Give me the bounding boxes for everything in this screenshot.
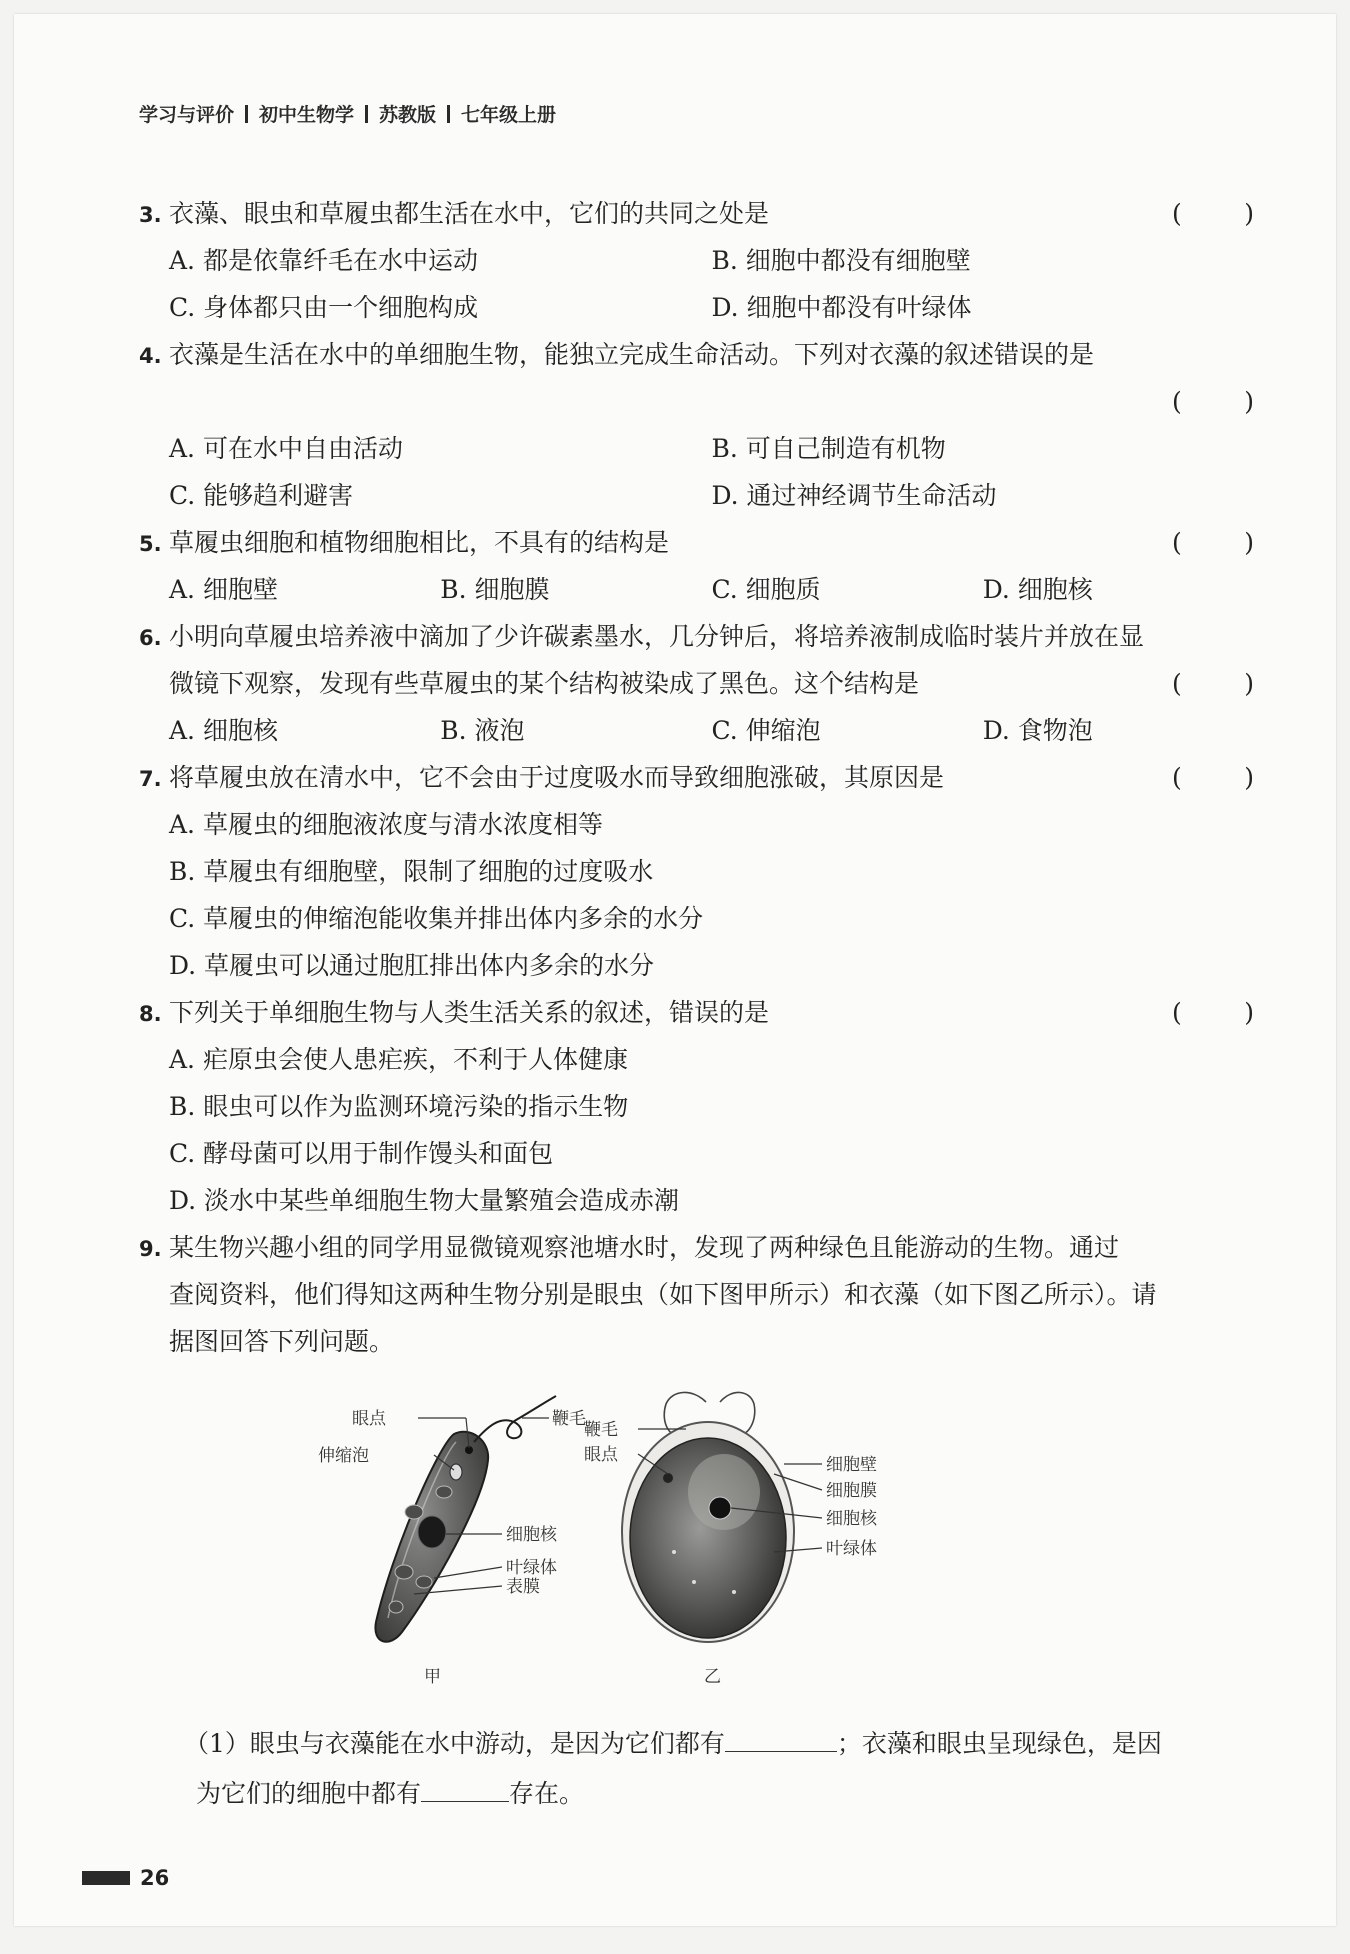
question-7-stem <box>139 754 1254 801</box>
label-flagellum: 鞭毛 <box>552 1409 586 1429</box>
label-cell-membrane: 细胞膜 <box>826 1481 877 1501</box>
option-a: A. 细胞壁 <box>169 575 278 604</box>
option-d: D. 草履虫可以通过胞肛排出体内多余的水分 <box>169 951 655 980</box>
header-series: 学习与评价 <box>139 104 235 126</box>
option-row <box>139 425 1254 472</box>
question-number: 9. <box>139 1237 162 1261</box>
euglena-illustration <box>318 1396 586 1687</box>
option-c: C. 酵母菌可以用于制作馒头和面包 <box>169 1139 554 1168</box>
sub-question-text: ；衣藻和眼虫呈现绿色，是因 <box>836 1729 1162 1758</box>
answer-blank-2[interactable] <box>421 1779 509 1802</box>
header-subject: 初中生物学 <box>259 104 355 126</box>
question-6-continuation <box>139 660 1254 707</box>
question-4-stem <box>139 331 1254 378</box>
option-c: C. 伸缩泡 <box>711 716 821 745</box>
header-separator <box>447 105 450 123</box>
option-c: C. 草履虫的伸缩泡能收集并排出体内多余的水分 <box>169 904 704 933</box>
label-chloroplast: 叶绿体 <box>506 1558 557 1578</box>
option-a: A. 疟原虫会使人患疟疾，不利于人体健康 <box>169 1045 628 1074</box>
question-number: 8. <box>139 1002 162 1026</box>
answer-bracket-line <box>139 378 1254 425</box>
sub-question-text: （1）眼虫与衣藻能在水中游动，是因为它们都有 <box>184 1729 725 1758</box>
question-text: 衣藻、眼虫和草履虫都生活在水中，它们的共同之处是 <box>169 199 770 228</box>
running-header <box>139 100 556 127</box>
option-c: C. 身体都只由一个细胞构成 <box>169 293 479 322</box>
label-contractile-vacuole: 伸缩泡 <box>318 1446 369 1466</box>
euglena-flagellum <box>474 1396 556 1442</box>
option-row <box>139 707 1254 754</box>
option-d: D. 食物泡 <box>982 716 1093 745</box>
question-text: 将草履虫放在清水中，它不会由于过度吸水而导致细胞涨破，其原因是 <box>169 763 945 792</box>
header-separator <box>365 105 368 123</box>
answer-bracket[interactable]: ( ) <box>1172 387 1254 416</box>
label-cell-wall: 细胞壁 <box>826 1455 877 1475</box>
question-number: 3. <box>139 203 162 227</box>
option-c: C. 细胞质 <box>711 575 821 604</box>
organism-figure <box>318 1382 1054 1687</box>
footer-bar <box>82 1871 130 1885</box>
label-nucleus: 细胞核 <box>506 1525 557 1545</box>
page-footer <box>82 1866 169 1890</box>
question-6-stem <box>139 613 1254 660</box>
option-b: B. 眼虫可以作为监测环境污染的指示生物 <box>169 1092 629 1121</box>
label-eyespot: 眼点 <box>352 1409 386 1429</box>
figure-drawing <box>318 1382 1054 1687</box>
option-row <box>139 472 1254 519</box>
option-d: D. 细胞核 <box>982 575 1093 604</box>
question-text: 下列关于单细胞生物与人类生活关系的叙述，错误的是 <box>169 998 770 1027</box>
caption-jia: 甲 <box>424 1667 441 1687</box>
option-a: A. 细胞核 <box>169 716 278 745</box>
question-9-continuation: 查阅资料，他们得知这两种生物分别是眼虫（如下图甲所示）和衣藻（如下图乙所示）。请 <box>169 1280 1157 1309</box>
label-chloroplast-2: 叶绿体 <box>826 1539 877 1559</box>
header-grade: 七年级上册 <box>461 104 557 126</box>
option-d: D. 通过神经调节生命活动 <box>711 481 997 510</box>
label-flagellum-2: 鞭毛 <box>584 1420 618 1440</box>
sub-question-text: 存在。 <box>509 1779 585 1808</box>
caption-yi: 乙 <box>704 1667 721 1687</box>
question-3-stem <box>139 190 1254 237</box>
sub-question-1 <box>184 1719 1254 1819</box>
sub-question-text: 为它们的细胞中都有 <box>196 1779 422 1808</box>
answer-bracket[interactable]: ( ) <box>1172 199 1254 228</box>
answer-bracket[interactable]: ( ) <box>1172 528 1254 557</box>
question-number: 6. <box>139 626 162 650</box>
option-b: B. 草履虫有细胞壁，限制了细胞的过度吸水 <box>169 857 654 886</box>
answer-bracket[interactable]: ( ) <box>1172 669 1254 698</box>
header-edition: 苏教版 <box>379 104 437 126</box>
euglena-contractile-vacuole <box>450 1464 462 1480</box>
option-b: B. 细胞中都没有细胞壁 <box>711 246 971 275</box>
question-number: 7. <box>139 767 162 791</box>
option-row <box>139 237 1254 284</box>
option-a: A. 草履虫的细胞液浓度与清水浓度相等 <box>169 810 603 839</box>
question-9-stem <box>139 1224 1254 1271</box>
option-b: B. 细胞膜 <box>440 575 550 604</box>
option-row <box>139 566 1254 613</box>
question-text: 小明向草履虫培养液中滴加了少许碳素墨水，几分钟后，将培养液制成临时装片并放在显 <box>169 622 1145 651</box>
option-a: A. 都是依靠纤毛在水中运动 <box>169 246 478 275</box>
option-d: D. 细胞中都没有叶绿体 <box>711 293 972 322</box>
header-separator <box>245 105 248 123</box>
question-text: 某生物兴趣小组的同学用显微镜观察池塘水时，发现了两种绿色且能游动的生物。通过 <box>169 1233 1120 1262</box>
question-8-stem <box>139 989 1254 1036</box>
label-pellicle: 表膜 <box>506 1577 540 1597</box>
page-number: 26 <box>140 1866 170 1890</box>
answer-bracket[interactable]: ( ) <box>1172 998 1254 1027</box>
chlamydomonas-illustration <box>584 1392 878 1687</box>
question-number: 5. <box>139 532 162 556</box>
question-9-continuation: 据图回答下列问题。 <box>169 1327 395 1356</box>
label-eyespot-2: 眼点 <box>584 1445 618 1465</box>
question-5-stem <box>139 519 1254 566</box>
answer-blank-1[interactable] <box>725 1729 837 1752</box>
chlamy-nucleus <box>709 1497 731 1519</box>
question-text: 微镜下观察，发现有些草履虫的某个结构被染成了黑色。这个结构是 <box>169 669 920 698</box>
label-nucleus-2: 细胞核 <box>826 1509 877 1529</box>
answer-bracket[interactable]: ( ) <box>1172 763 1254 792</box>
option-row <box>139 284 1254 331</box>
option-b: B. 可自己制造有机物 <box>711 434 946 463</box>
option-b: B. 液泡 <box>440 716 525 745</box>
question-text: 衣藻是生活在水中的单细胞生物，能独立完成生命活动。下列对衣藻的叙述错误的是 <box>169 340 1095 369</box>
option-c: C. 能够趋利避害 <box>169 481 354 510</box>
option-a: A. 可在水中自由活动 <box>169 434 403 463</box>
question-number: 4. <box>139 344 162 368</box>
question-text: 草履虫细胞和植物细胞相比，不具有的结构是 <box>169 528 670 557</box>
page <box>14 14 1336 1926</box>
euglena-nucleus <box>418 1516 446 1548</box>
option-d: D. 淡水中某些单细胞生物大量繁殖会造成赤潮 <box>169 1186 680 1215</box>
question-list <box>139 190 1254 1365</box>
chlamy-eyespot <box>663 1473 673 1483</box>
